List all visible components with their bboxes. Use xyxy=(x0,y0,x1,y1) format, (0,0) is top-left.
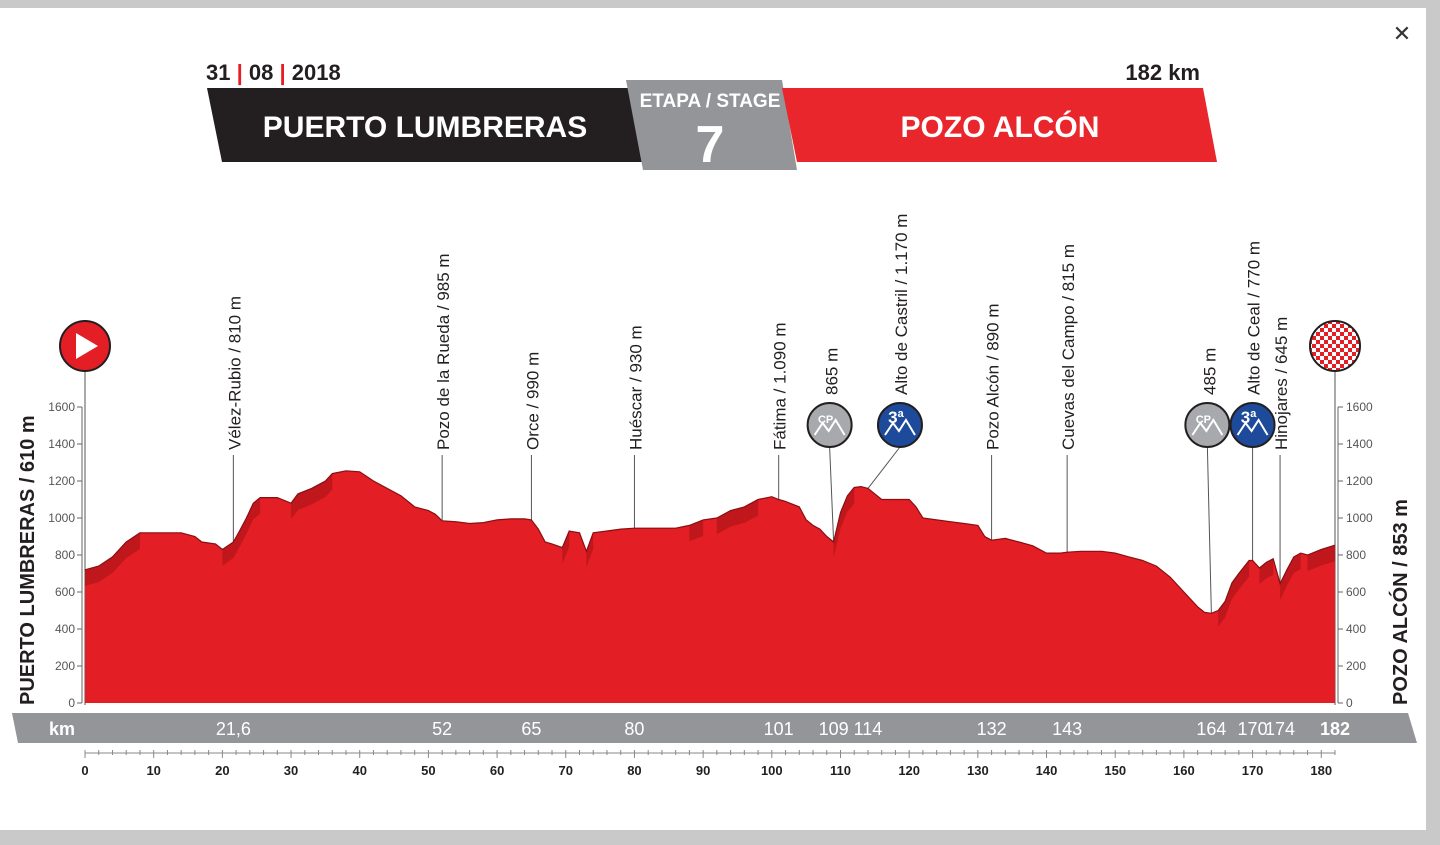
km-bar-value: 52 xyxy=(432,719,453,739)
x-tick-label: 110 xyxy=(830,763,851,778)
finish-flag-icon xyxy=(1310,321,1360,371)
stage-label: ETAPA / STAGE xyxy=(639,91,781,112)
x-tick-label: 60 xyxy=(489,763,505,778)
y-tick-label-right: 200 xyxy=(1346,659,1367,673)
sprint-label: 485 m xyxy=(1200,347,1220,395)
y-tick-label-left: 600 xyxy=(54,585,75,599)
stage-header xyxy=(206,60,1217,174)
date-separator: | xyxy=(230,60,249,85)
x-tick-label: 0 xyxy=(81,763,89,778)
town-label: Hinojares / 645 m xyxy=(1272,316,1292,450)
y-tick-label-left: 1400 xyxy=(48,437,75,451)
x-tick-label: 70 xyxy=(558,763,574,778)
km-bar-value: 143 xyxy=(1052,719,1083,739)
start-town: PUERTO LUMBRERAS xyxy=(262,111,588,144)
x-tick-label: 140 xyxy=(1035,763,1058,778)
x-tick-label: 130 xyxy=(967,763,989,778)
km-bar-value: 114 xyxy=(853,719,883,739)
climb-line xyxy=(868,447,900,488)
x-tick-label: 150 xyxy=(1104,763,1127,778)
x-tick-label: 180 xyxy=(1310,763,1333,778)
y-tick-label-left: 400 xyxy=(54,622,75,636)
finish-town: POZO ALCÓN xyxy=(900,111,1100,144)
badge-text: CP xyxy=(1195,414,1212,426)
town-label: Pozo Alcón / 890 m xyxy=(983,303,1003,450)
profile-area-layer xyxy=(85,471,1335,703)
close-button[interactable]: ✕ xyxy=(1392,21,1412,46)
y-tick-label-left: 1000 xyxy=(48,511,75,525)
x-tick-label: 170 xyxy=(1241,763,1264,778)
km-bar-value: 21,6 xyxy=(215,719,251,739)
y-tick-label-right: 1400 xyxy=(1346,437,1373,451)
km-bar-value: 164 xyxy=(1196,719,1227,739)
date-month: 08 xyxy=(248,60,274,85)
y-tick-label-left: 0 xyxy=(68,696,75,710)
town-label: Orce / 990 m xyxy=(523,351,543,450)
finish-axis-label: POZO ALCÓN / 853 m xyxy=(1390,499,1412,705)
climb-label: Alto de Ceal / 770 m xyxy=(1244,240,1264,395)
y-axis-left xyxy=(48,400,82,710)
stage-distance: 182 km xyxy=(1125,60,1200,85)
date-year: 2018 xyxy=(291,60,341,85)
climb-label: Alto de Castril / 1.170 m xyxy=(891,213,911,395)
y-tick-label-left: 1200 xyxy=(48,474,75,488)
y-tick-label-left: 800 xyxy=(54,548,75,562)
badge-text: 3ª xyxy=(888,408,904,427)
start-icon xyxy=(60,321,110,371)
badge-text: CP xyxy=(817,414,834,426)
town-label: Pozo de la Rueda / 985 m xyxy=(434,253,454,450)
x-tick-label: 120 xyxy=(898,763,921,778)
y-tick-label-left: 1600 xyxy=(48,400,75,414)
km-bar-label: km xyxy=(48,719,76,739)
y-tick-label-right: 800 xyxy=(1346,548,1367,562)
badge-text: 3ª xyxy=(1240,408,1257,427)
x-tick-label: 90 xyxy=(695,763,711,778)
x-tick-label: 80 xyxy=(627,763,642,778)
town-label: Fátima / 1.090 m xyxy=(770,322,790,450)
x-tick-label: 160 xyxy=(1173,763,1195,778)
km-bar-value: 80 xyxy=(624,719,645,739)
x-tick-label: 30 xyxy=(283,763,299,778)
stage-number: 7 xyxy=(695,116,725,174)
date-day: 31 xyxy=(206,60,231,85)
y-axis-right xyxy=(1338,400,1373,710)
km-bar-value: 132 xyxy=(976,719,1007,739)
y-tick-label-right: 0 xyxy=(1346,696,1353,710)
town-label: Vélez-Rubio / 810 m xyxy=(225,295,245,450)
x-tick-label: 40 xyxy=(352,763,367,778)
y-tick-label-right: 1000 xyxy=(1346,511,1373,525)
km-bar-value: 182 xyxy=(1319,719,1351,739)
km-bar-value: 65 xyxy=(521,719,542,739)
town-label: Huéscar / 930 m xyxy=(626,325,646,450)
x-tick-label: 50 xyxy=(421,763,436,778)
stage-date xyxy=(206,60,341,85)
y-tick-label-right: 600 xyxy=(1346,585,1367,599)
km-bar-value: 174 xyxy=(1265,719,1296,739)
elevation-area xyxy=(85,471,1335,703)
y-tick-label-left: 200 xyxy=(54,659,75,673)
y-tick-label-right: 400 xyxy=(1346,622,1367,636)
date-separator: | xyxy=(273,60,292,85)
km-bar-value: 109 xyxy=(818,719,849,739)
x-tick-label: 100 xyxy=(760,763,783,778)
y-tick-label-right: 1600 xyxy=(1346,400,1373,414)
km-bar-value: 170 xyxy=(1237,719,1268,739)
sprint-line xyxy=(1207,447,1211,613)
y-tick-label-right: 1200 xyxy=(1346,474,1373,488)
km-bar-value: 101 xyxy=(763,719,794,739)
sprint-label: 865 m xyxy=(822,347,842,395)
sprint-line xyxy=(830,447,834,542)
town-label: Cuevas del Campo / 815 m xyxy=(1059,244,1079,450)
x-tick-label: 20 xyxy=(215,763,230,778)
start-axis-label: PUERTO LUMBRERAS / 610 m xyxy=(17,415,39,705)
x-tick-label: 10 xyxy=(146,763,161,778)
x-axis xyxy=(81,750,1335,778)
